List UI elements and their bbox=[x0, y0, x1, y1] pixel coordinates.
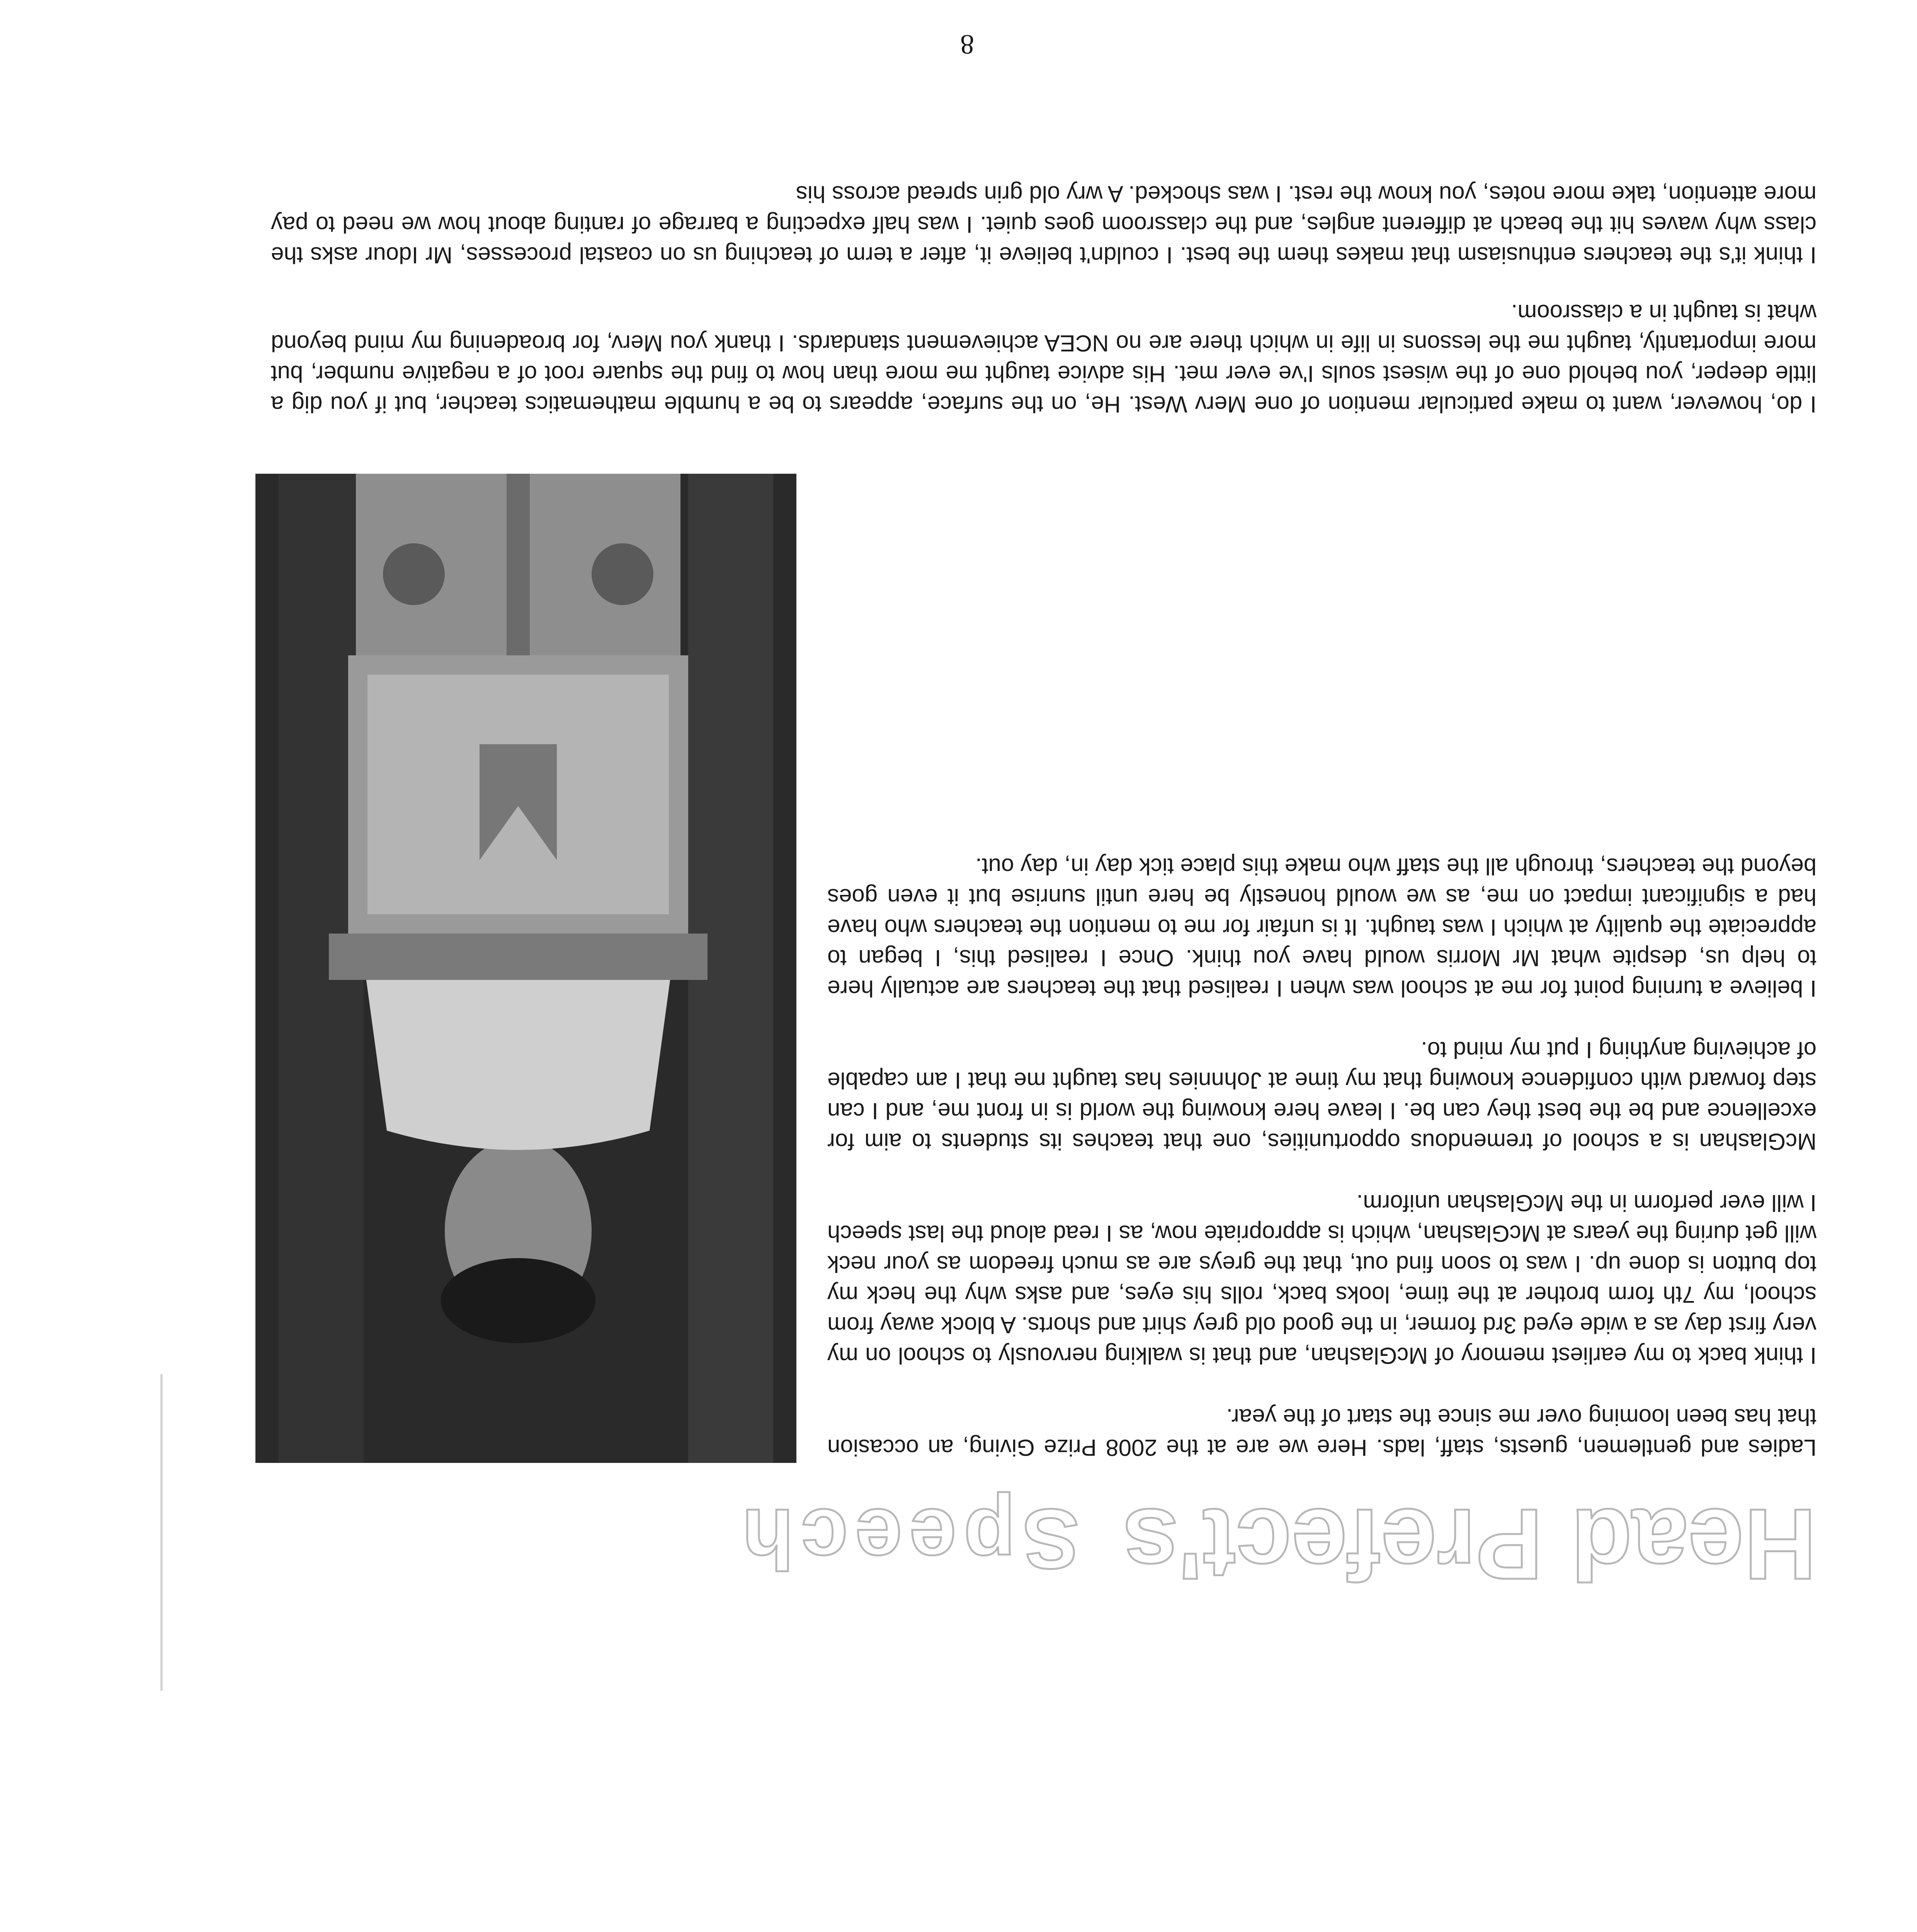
paragraph: Ladies and gentlemen, guests, staff, lads. Here we are at the 2008 Prize Giving, an occasion that has been looming over me since the start of the year. bbox=[827, 1404, 1817, 1461]
paragraph: I think back to my earliest memory of McGlashan, and that is walking nervously to school on my very first day as a wide eyed 3rd former, in the good old grey shirt and shorts. A block away from school, my 7th form brother at the time, looks back, rolls his eyes, and asks why the heck my top button is done up. I was to soon find out, that the greys are as much freedom as your neck will get during the years at McGlashan, which is appropriate now, as I read aloud the last speech I will ever perform in the McGlashan uniform. bbox=[827, 1190, 1817, 1369]
paragraph: I do, however, want to make particular mention of one Merv West. He, on the surface, appears to be a humble mathematics teacher, but if you dig a little deeper, you behold one of the wisest souls I've ever met. His advice taught me more than how to find the square root of a negative number, but more importantly, taught me the lessons in life in which there are no NCEA achievement standards. I thank you Merv, for broadening my mind beyond what is taught in a classroom. bbox=[271, 300, 1817, 417]
speaker-photo bbox=[255, 474, 796, 1463]
margin-line bbox=[160, 1374, 163, 1691]
title-sub: Speech bbox=[735, 1492, 1079, 1587]
title-main: Head Prefect's bbox=[1122, 1488, 1817, 1600]
page-title bbox=[194, 1485, 1817, 1598]
page-number: 8 bbox=[960, 29, 974, 60]
speech-wrap-text bbox=[827, 851, 1817, 1463]
speaker-at-lectern-image bbox=[255, 474, 796, 1463]
paragraph: I believe a turning point for me at school was when I realised that the teachers are actually here to help us, despite what Mr Morris would have you think. Once I realised this, I began to appreciate the quality at which I was taught. It is unfair for me to mention the teachers who have had a significant impact on me, as we would honestly be here until sunrise but it even goes beyond the teachers, through all the staff who make this place tick day in, day out. bbox=[827, 854, 1817, 1002]
speech-full-paragraphs bbox=[271, 179, 1817, 420]
paragraph: McGlashan is a school of tremendous opportunities, one that teaches its students to aim for excellence and be the best they can be. I leave here knowing the world is in front me, and I can step forward with confidence knowing that my time at Johnnies has taught me that I am capable of achieving anything I put my mind to. bbox=[827, 1037, 1817, 1155]
paragraph: I think it's the teachers enthusiasm that makes them the best. I couldn't believe it, after a term of teaching us on coastal processes, Mr Idour asks the class why waves hit the beach at different angles, and the classroom goes quiet. I was half expecting a barrage of ranting about how we need to pay more attention, take more notes, you know the rest. I was shocked. A wry old grin spread across his bbox=[271, 181, 1817, 268]
